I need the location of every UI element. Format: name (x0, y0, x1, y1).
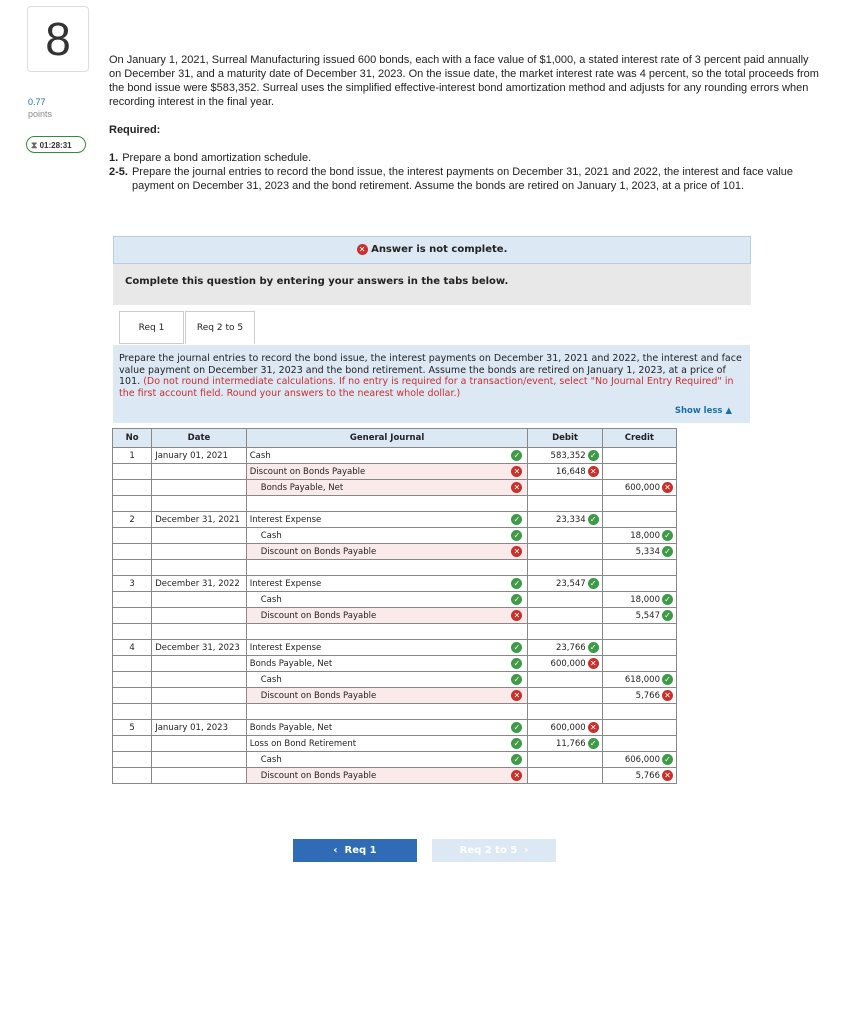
spacer-row (113, 624, 677, 640)
debit-value: 600,000 (550, 659, 586, 669)
account-cell[interactable] (246, 768, 528, 784)
panel-instruction: Prepare the journal entries to record the bond issue, the interest payments on December 31, 2021 and 2022, the interest and face value payment on December 31, 2023 and the bond retirement. Assume the bonds are retired on January 1, 2023, at a price of 101. (119, 353, 742, 387)
entry-number (113, 544, 152, 560)
error-x-icon: ✕ (662, 482, 673, 493)
debit-cell[interactable] (528, 720, 602, 736)
check-icon: ✓ (662, 546, 673, 557)
account-cell[interactable] (246, 464, 528, 480)
account-name: Interest Expense (249, 514, 322, 525)
check-icon: ✓ (511, 594, 522, 605)
date-cell[interactable]: January 01, 2023 (152, 720, 247, 736)
debit-cell[interactable] (528, 480, 602, 496)
table-row (113, 752, 677, 768)
account-name: Discount on Bonds Payable (260, 770, 377, 781)
debit-cell[interactable] (528, 512, 602, 528)
debit-cell[interactable] (528, 768, 602, 784)
credit-cell[interactable] (602, 512, 676, 528)
credit-value: 5,766 (635, 691, 660, 701)
tab-req-2-to-5[interactable]: Req 2 to 5 (185, 311, 255, 344)
credit-value: 5,547 (635, 611, 660, 621)
date-cell[interactable]: January 01, 2021 (152, 448, 247, 464)
spacer-row (113, 496, 677, 512)
account-name: Discount on Bonds Payable (249, 466, 366, 477)
question-text: On January 1, 2021, Surreal Manufacturing issued 600 bonds, each with a face value of $1,000, a stated interest rate of 3 percent paid annually on December 31, and a maturity date of December 31, 2023. On the issue date, the market interest rate was 4 percent, so the total proceeds from the bond issue were $583,352. Surreal uses the simplified effective-interest bond amortization method and adjusts for any rounding errors when recording interest in the final year. (109, 54, 819, 108)
table-row (113, 768, 677, 784)
credit-value: 618,000 (624, 675, 660, 685)
date-cell[interactable] (152, 656, 247, 672)
instructions-header: Complete this question by entering your answers in the tabs below. (113, 264, 751, 305)
error-x-icon: ✕ (511, 482, 522, 493)
account-name: Cash (260, 594, 282, 605)
account-name: Cash (260, 530, 282, 541)
requirement-number: 1. (109, 152, 119, 164)
error-x-icon: ✕ (511, 770, 522, 781)
debit-cell[interactable] (528, 608, 602, 624)
error-x-icon: ✕ (511, 466, 522, 477)
table-row (113, 720, 677, 736)
credit-value: 18,000 (630, 531, 660, 541)
requirement-text: Prepare the journal entries to record the bond issue, the interest payments on December 31, 2021 and 2022, the interest and face value payment on December 31, 2023 and the bond retirement. Assume the bonds are retired on January 1, 2023, at a price of 101. (131, 166, 793, 192)
check-icon: ✓ (511, 738, 522, 749)
debit-cell[interactable] (528, 528, 602, 544)
entry-number (113, 768, 152, 784)
debit-value: 23,547 (555, 579, 586, 589)
table-row (113, 592, 677, 608)
entry-number (113, 592, 152, 608)
credit-cell[interactable] (602, 528, 676, 544)
check-icon: ✓ (511, 722, 522, 733)
entry-number (113, 672, 152, 688)
credit-value: 606,000 (624, 755, 660, 765)
table-row (113, 512, 677, 528)
timer-value: 01:28:31 (39, 141, 72, 150)
table-row (113, 576, 677, 592)
credit-cell[interactable] (602, 464, 676, 480)
check-icon: ✓ (511, 658, 522, 669)
credit-cell[interactable] (602, 592, 676, 608)
check-icon: ✓ (662, 530, 673, 541)
entry-number (113, 752, 152, 768)
check-icon: ✓ (588, 450, 599, 461)
table-row (113, 640, 677, 656)
credit-cell[interactable] (602, 448, 676, 464)
account-name: Discount on Bonds Payable (260, 690, 377, 701)
check-icon: ✓ (511, 450, 522, 461)
error-x-icon: ✕ (357, 244, 368, 255)
table-row (113, 480, 677, 496)
account-cell[interactable] (246, 512, 528, 528)
account-name: Discount on Bonds Payable (260, 610, 377, 621)
debit-value: 600,000 (550, 723, 586, 733)
account-name: Discount on Bonds Payable (260, 546, 377, 557)
account-name: Interest Expense (249, 642, 322, 653)
account-name: Bonds Payable, Net (249, 722, 333, 733)
entry-number: 1 (113, 448, 152, 464)
date-cell[interactable] (152, 736, 247, 752)
journal-table (112, 428, 677, 784)
entry-number (113, 528, 152, 544)
date-cell[interactable] (152, 768, 247, 784)
account-cell[interactable] (246, 688, 528, 704)
entry-number: 4 (113, 640, 152, 656)
debit-cell[interactable] (528, 544, 602, 560)
debit-cell[interactable] (528, 688, 602, 704)
table-row (113, 544, 677, 560)
date-cell[interactable] (152, 592, 247, 608)
credit-value: 18,000 (630, 595, 660, 605)
prev-req-button[interactable]: ‹ Req 1 (293, 839, 417, 862)
entry-number: 2 (113, 512, 152, 528)
entry-number: 5 (113, 720, 152, 736)
credit-cell[interactable] (602, 688, 676, 704)
account-name: Cash (249, 450, 271, 461)
check-icon: ✓ (511, 514, 522, 525)
account-name: Interest Expense (249, 578, 322, 589)
check-icon: ✓ (511, 754, 522, 765)
account-name: Cash (260, 754, 282, 765)
account-cell[interactable] (246, 608, 528, 624)
check-icon: ✓ (511, 674, 522, 685)
account-name: Cash (260, 674, 282, 685)
account-cell[interactable] (246, 448, 528, 464)
table-row (113, 464, 677, 480)
check-icon: ✓ (588, 738, 599, 749)
debit-value: 11,766 (555, 739, 586, 749)
date-cell[interactable] (152, 464, 247, 480)
table-row (113, 656, 677, 672)
error-x-icon: ✕ (511, 546, 522, 557)
account-name: Loss on Bond Retirement (249, 738, 357, 749)
requirement-item (109, 151, 819, 165)
error-x-icon: ✕ (511, 610, 522, 621)
entry-number (113, 736, 152, 752)
panel-note: (Do not round intermediate calculations. If no entry is required for a transaction/event, select "No Journal Entry Required" in the first account field. Round your answers to the nearest whole dollar.) (119, 376, 734, 399)
date-cell[interactable] (152, 752, 247, 768)
error-x-icon: ✕ (588, 658, 599, 669)
check-icon: ✓ (511, 530, 522, 541)
required-label: Required: (109, 124, 161, 136)
table-row (113, 528, 677, 544)
account-cell[interactable] (246, 592, 528, 608)
account-cell[interactable] (246, 544, 528, 560)
table-row (113, 736, 677, 752)
answer-status-banner (113, 236, 751, 264)
instruction-panel (113, 345, 750, 423)
table-row (113, 688, 677, 704)
check-icon: ✓ (588, 578, 599, 589)
requirements-list (109, 151, 819, 193)
debit-cell[interactable] (528, 640, 602, 656)
debit-value: 16,648 (555, 467, 586, 477)
debit-value: 583,352 (550, 451, 586, 461)
header-credit: Credit (602, 429, 676, 448)
credit-cell[interactable] (602, 640, 676, 656)
check-icon: ✓ (662, 610, 673, 621)
table-row (113, 608, 677, 624)
tab-req-1[interactable]: Req 1 (119, 311, 184, 344)
account-cell[interactable] (246, 576, 528, 592)
show-less-link[interactable]: Show less ▲ (674, 405, 732, 416)
check-icon: ✓ (588, 514, 599, 525)
account-name: Bonds Payable, Net (260, 482, 344, 493)
check-icon: ✓ (662, 674, 673, 685)
date-cell[interactable] (152, 608, 247, 624)
error-x-icon: ✕ (588, 466, 599, 477)
account-name: Bonds Payable, Net (249, 658, 333, 669)
header-no: No (113, 429, 152, 448)
check-icon: ✓ (662, 754, 673, 765)
entry-number (113, 464, 152, 480)
credit-cell[interactable] (602, 656, 676, 672)
debit-cell[interactable] (528, 736, 602, 752)
triangle-up-icon: ▲ (725, 405, 732, 416)
check-icon: ✓ (588, 642, 599, 653)
entry-number (113, 608, 152, 624)
check-icon: ✓ (511, 578, 522, 589)
account-cell[interactable] (246, 752, 528, 768)
account-cell[interactable] (246, 656, 528, 672)
credit-cell[interactable] (602, 720, 676, 736)
date-cell[interactable] (152, 480, 247, 496)
debit-cell[interactable] (528, 576, 602, 592)
date-cell[interactable]: December 31, 2022 (152, 576, 247, 592)
question-number: 8 (27, 6, 89, 72)
table-row (113, 448, 677, 464)
header-debit: Debit (528, 429, 602, 448)
credit-cell[interactable] (602, 736, 676, 752)
credit-cell[interactable] (602, 768, 676, 784)
error-x-icon: ✕ (511, 690, 522, 701)
chevron-left-icon: ‹ (333, 845, 338, 856)
credit-cell[interactable] (602, 576, 676, 592)
points-value: 0.77 (28, 97, 46, 107)
account-cell[interactable] (246, 736, 528, 752)
chevron-right-icon: › (524, 845, 529, 856)
credit-cell[interactable] (602, 544, 676, 560)
points-label: points (28, 109, 53, 119)
header-journal: General Journal (246, 429, 528, 448)
credit-value: 600,000 (624, 483, 660, 493)
account-cell[interactable] (246, 528, 528, 544)
entry-number (113, 688, 152, 704)
spacer-row (113, 704, 677, 720)
hourglass-icon: ⧗ (31, 140, 38, 150)
requirement-text: Prepare a bond amortization schedule. (122, 152, 312, 164)
credit-value: 5,766 (635, 771, 660, 781)
date-cell[interactable] (152, 544, 247, 560)
account-cell[interactable] (246, 480, 528, 496)
error-x-icon: ✕ (662, 770, 673, 781)
date-cell[interactable] (152, 672, 247, 688)
entry-number: 3 (113, 576, 152, 592)
debit-cell[interactable] (528, 592, 602, 608)
error-x-icon: ✕ (662, 690, 673, 701)
header-date: Date (152, 429, 247, 448)
requirement-item (109, 165, 819, 193)
account-cell[interactable] (246, 720, 528, 736)
requirement-number: 2-5. (109, 166, 128, 178)
points-display (28, 96, 52, 120)
date-cell[interactable] (152, 528, 247, 544)
debit-cell[interactable] (528, 656, 602, 672)
date-cell[interactable]: December 31, 2021 (152, 512, 247, 528)
debit-cell[interactable] (528, 672, 602, 688)
credit-cell[interactable] (602, 672, 676, 688)
entry-number (113, 656, 152, 672)
entry-number (113, 480, 152, 496)
debit-cell[interactable] (528, 464, 602, 480)
table-row (113, 672, 677, 688)
check-icon: ✓ (511, 642, 522, 653)
timer (26, 136, 86, 153)
spacer-row (113, 560, 677, 576)
date-cell[interactable]: December 31, 2023 (152, 640, 247, 656)
credit-cell[interactable] (602, 752, 676, 768)
check-icon: ✓ (662, 594, 673, 605)
date-cell[interactable] (152, 688, 247, 704)
account-cell[interactable] (246, 672, 528, 688)
next-req-button[interactable]: Req 2 to 5 › (432, 839, 556, 862)
account-cell[interactable] (246, 640, 528, 656)
credit-cell[interactable] (602, 608, 676, 624)
debit-cell[interactable] (528, 752, 602, 768)
debit-cell[interactable] (528, 448, 602, 464)
table-header-row (113, 429, 677, 448)
credit-cell[interactable] (602, 480, 676, 496)
error-x-icon: ✕ (588, 722, 599, 733)
debit-value: 23,334 (555, 515, 586, 525)
journal-body (113, 448, 677, 784)
banner-text: Answer is not complete. (371, 244, 508, 255)
credit-value: 5,334 (635, 547, 660, 557)
debit-value: 23,766 (555, 643, 586, 653)
